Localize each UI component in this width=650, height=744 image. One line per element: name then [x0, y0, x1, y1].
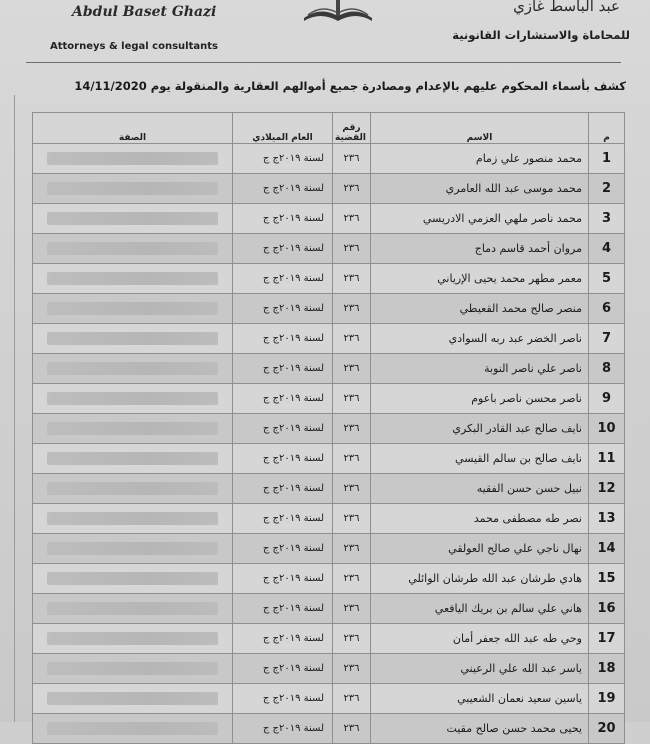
header-number: م	[589, 113, 625, 144]
row-name: نهال ناجي علي صالح العولقي	[371, 534, 589, 564]
row-name: ياسر عبد الله علي الرعيني	[371, 654, 589, 684]
row-case-number: ٢٣٦	[333, 474, 371, 504]
row-year: لسنة ٢٠١٩ج ج	[233, 504, 333, 534]
redaction-bar	[47, 302, 218, 315]
redaction-bar	[47, 452, 218, 465]
row-name: وحي طه عبد الله جعفر أمان	[371, 624, 589, 654]
row-case-number: ٢٣٦	[333, 294, 371, 324]
table-row	[33, 354, 625, 384]
row-name: ناصر الخضر عبد ربه السوادي	[371, 324, 589, 354]
row-number: 3	[589, 204, 625, 234]
table-row	[33, 714, 625, 744]
redaction-bar	[47, 632, 218, 645]
row-name: منصر صالح محمد القعيطي	[371, 294, 589, 324]
table-row	[33, 414, 625, 444]
row-year: لسنة ٢٠١٩ج ج	[233, 354, 333, 384]
row-year: لسنة ٢٠١٩ج ج	[233, 684, 333, 714]
row-number: 20	[589, 714, 625, 744]
row-case-number: ٢٣٦	[333, 354, 371, 384]
row-case-number: ٢٣٦	[333, 324, 371, 354]
row-number: 16	[589, 594, 625, 624]
row-case-number: ٢٣٦	[333, 414, 371, 444]
row-description-redacted	[33, 414, 233, 444]
table-row	[33, 234, 625, 264]
row-description-redacted	[33, 234, 233, 264]
row-name: نصر طه مصطفى محمد	[371, 504, 589, 534]
row-number: 2	[589, 174, 625, 204]
letterhead-english-name: Abdul Baset Ghazi	[72, 4, 217, 20]
row-case-number: ٢٣٦	[333, 444, 371, 474]
redaction-bar	[47, 332, 218, 345]
row-description-redacted	[33, 324, 233, 354]
row-year: لسنة ٢٠١٩ج ج	[233, 714, 333, 744]
row-year: لسنة ٢٠١٩ج ج	[233, 174, 333, 204]
document-title	[26, 79, 626, 93]
header-description: الصفة	[33, 113, 233, 144]
row-year: لسنة ٢٠١٩ج ج	[233, 144, 333, 174]
row-number: 18	[589, 654, 625, 684]
row-description-redacted	[33, 144, 233, 174]
sentenced-persons-table	[32, 112, 625, 744]
row-description-redacted	[33, 354, 233, 384]
row-name: ناصر محسن ناصر باعوم	[371, 384, 589, 414]
table-row	[33, 654, 625, 684]
row-name: معمر مطهر محمد يحيى الإرياني	[371, 264, 589, 294]
row-number: 15	[589, 564, 625, 594]
redaction-bar	[47, 152, 218, 165]
row-case-number: ٢٣٦	[333, 264, 371, 294]
row-number: 1	[589, 144, 625, 174]
header-divider	[26, 62, 621, 63]
row-number: 9	[589, 384, 625, 414]
row-description-redacted	[33, 564, 233, 594]
row-case-number: ٢٣٦	[333, 144, 371, 174]
redaction-bar	[47, 362, 218, 375]
row-name: نبيل حسن حسن الفقيه	[371, 474, 589, 504]
row-case-number: ٢٣٦	[333, 684, 371, 714]
row-description-redacted	[33, 684, 233, 714]
row-case-number: ٢٣٦	[333, 234, 371, 264]
redaction-bar	[47, 212, 218, 225]
row-name: محمد ناصر ملهي العزمي الادريسي	[371, 204, 589, 234]
title-date: 14/11/2020	[74, 79, 147, 93]
table-row	[33, 444, 625, 474]
row-name: محمد منصور علي زمام	[371, 144, 589, 174]
row-case-number: ٢٣٦	[333, 384, 371, 414]
table-row	[33, 504, 625, 534]
row-name: نايف صالح بن سالم القيسي	[371, 444, 589, 474]
page-margin-line	[14, 95, 15, 722]
row-name: ياسين سعيد نعمان الشعيبي	[371, 684, 589, 714]
header-year: العام الميلادي	[233, 113, 333, 144]
row-year: لسنة ٢٠١٩ج ج	[233, 534, 333, 564]
row-case-number: ٢٣٦	[333, 504, 371, 534]
row-number: 5	[589, 264, 625, 294]
row-number: 14	[589, 534, 625, 564]
row-description-redacted	[33, 264, 233, 294]
row-year: لسنة ٢٠١٩ج ج	[233, 654, 333, 684]
row-number: 12	[589, 474, 625, 504]
redaction-bar	[47, 182, 218, 195]
row-number: 6	[589, 294, 625, 324]
row-case-number: ٢٣٦	[333, 204, 371, 234]
row-number: 11	[589, 444, 625, 474]
row-description-redacted	[33, 504, 233, 534]
row-number: 13	[589, 504, 625, 534]
row-description-redacted	[33, 204, 233, 234]
table-row	[33, 594, 625, 624]
row-description-redacted	[33, 474, 233, 504]
row-description-redacted	[33, 534, 233, 564]
row-number: 10	[589, 414, 625, 444]
row-number: 17	[589, 624, 625, 654]
row-case-number: ٢٣٦	[333, 624, 371, 654]
redaction-bar	[47, 602, 218, 615]
row-year: لسنة ٢٠١٩ج ج	[233, 234, 333, 264]
row-name: مروان أحمد قاسم دماج	[371, 234, 589, 264]
table-row	[33, 534, 625, 564]
letterhead-arabic-name: عبد الباسط غازي	[513, 0, 620, 15]
row-year: لسنة ٢٠١٩ج ج	[233, 294, 333, 324]
table-row	[33, 144, 625, 174]
row-year: لسنة ٢٠١٩ج ج	[233, 414, 333, 444]
row-description-redacted	[33, 594, 233, 624]
row-year: لسنة ٢٠١٩ج ج	[233, 204, 333, 234]
table-row	[33, 684, 625, 714]
row-description-redacted	[33, 294, 233, 324]
row-description-redacted	[33, 384, 233, 414]
letterhead-english-subtitle: Attorneys & legal consultants	[50, 41, 218, 52]
row-case-number: ٢٣٦	[333, 594, 371, 624]
redaction-bar	[47, 722, 218, 735]
table-row	[33, 264, 625, 294]
row-description-redacted	[33, 714, 233, 744]
row-number: 4	[589, 234, 625, 264]
row-year: لسنة ٢٠١٩ج ج	[233, 324, 333, 354]
row-name: ناصر علي ناصر النوبة	[371, 354, 589, 384]
row-name: هادي طرشان عبد الله طرشان الوائلي	[371, 564, 589, 594]
header-name: الاسم	[371, 113, 589, 144]
row-name: يحيى محمد حسن صالح مقيت	[371, 714, 589, 744]
table-row	[33, 324, 625, 354]
redaction-bar	[47, 662, 218, 675]
redaction-bar	[47, 572, 218, 585]
redaction-bar	[47, 392, 218, 405]
table-row	[33, 174, 625, 204]
row-case-number: ٢٣٦	[333, 564, 371, 594]
header-case-number: رقم القضية	[333, 113, 371, 144]
title-text: كشف بأسماء المحكوم عليهم بالإعدام ومصادرة جميع أموالهم العقارية والمنقولة يوم	[150, 79, 626, 93]
table-header-row	[33, 113, 625, 144]
book-logo-icon	[298, 0, 378, 22]
row-case-number: ٢٣٦	[333, 534, 371, 564]
row-description-redacted	[33, 654, 233, 684]
row-number: 19	[589, 684, 625, 714]
row-year: لسنة ٢٠١٩ج ج	[233, 384, 333, 414]
row-description-redacted	[33, 174, 233, 204]
row-case-number: ٢٣٦	[333, 174, 371, 204]
row-year: لسنة ٢٠١٩ج ج	[233, 474, 333, 504]
table-row	[33, 384, 625, 414]
row-name: محمد موسى عبد الله العامري	[371, 174, 589, 204]
redaction-bar	[47, 512, 218, 525]
redaction-bar	[47, 692, 218, 705]
row-name: نايف صالح عبد القادر البكري	[371, 414, 589, 444]
table-row	[33, 564, 625, 594]
row-description-redacted	[33, 444, 233, 474]
table-row	[33, 624, 625, 654]
letterhead-arabic-subtitle: للمحاماة والاستشارات القانونية	[452, 28, 630, 42]
redaction-bar	[47, 482, 218, 495]
row-case-number: ٢٣٦	[333, 714, 371, 744]
row-year: لسنة ٢٠١٩ج ج	[233, 594, 333, 624]
row-description-redacted	[33, 624, 233, 654]
row-year: لسنة ٢٠١٩ج ج	[233, 264, 333, 294]
redaction-bar	[47, 542, 218, 555]
table-row	[33, 294, 625, 324]
row-number: 7	[589, 324, 625, 354]
row-year: لسنة ٢٠١٩ج ج	[233, 624, 333, 654]
table-row	[33, 474, 625, 504]
redaction-bar	[47, 242, 218, 255]
row-number: 8	[589, 354, 625, 384]
row-year: لسنة ٢٠١٩ج ج	[233, 564, 333, 594]
redaction-bar	[47, 422, 218, 435]
redaction-bar	[47, 272, 218, 285]
row-name: هاني علي سالم بن بريك اليافعي	[371, 594, 589, 624]
row-year: لسنة ٢٠١٩ج ج	[233, 444, 333, 474]
table-row	[33, 204, 625, 234]
row-case-number: ٢٣٦	[333, 654, 371, 684]
